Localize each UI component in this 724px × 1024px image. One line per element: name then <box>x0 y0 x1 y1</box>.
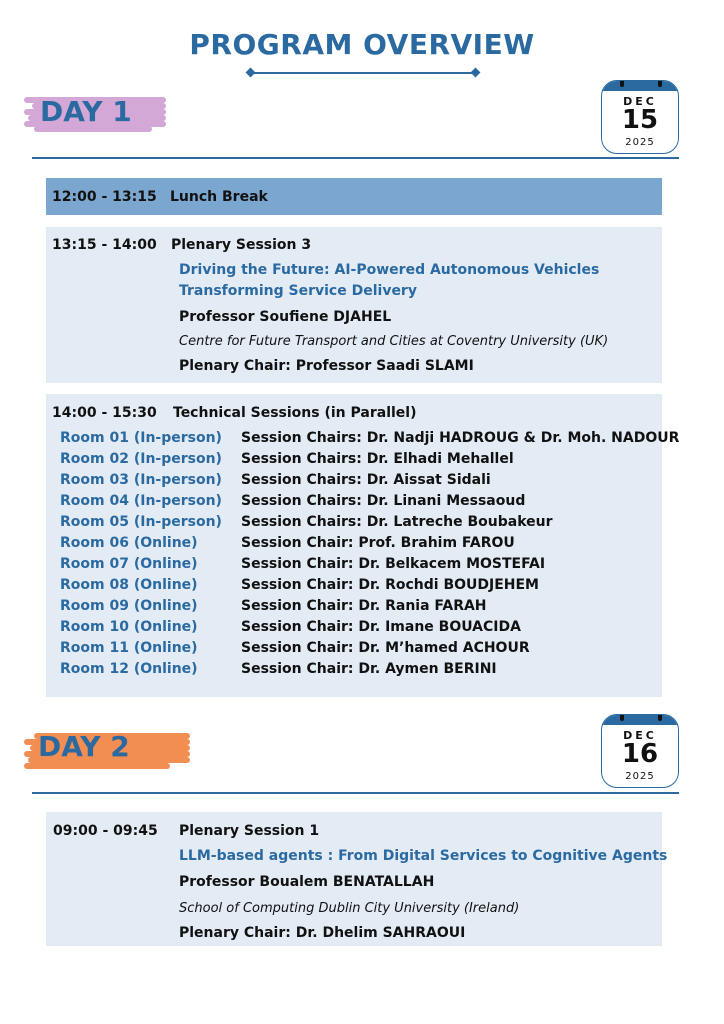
day1-calendar-month: DEC <box>623 95 657 108</box>
technical-name: Technical Sessions (in Parallel) <box>173 405 417 421</box>
technical-time: 14:00 - 15:30 <box>52 405 157 421</box>
lunch-label: Lunch Break <box>170 189 268 205</box>
plenary1-time: 09:00 - 09:45 <box>53 823 158 839</box>
room-session-chair: Session Chairs: Dr. Linani Messaoud <box>241 493 526 509</box>
page-title: PROGRAM OVERVIEW <box>189 28 535 61</box>
room-row <box>60 472 660 493</box>
room-row <box>60 430 680 451</box>
day1-calendar-icon <box>601 80 679 154</box>
title-divider <box>250 72 476 74</box>
plenary-session-3-block <box>46 227 662 383</box>
room-row <box>60 661 660 682</box>
plenary1-chair: Plenary Chair: Dr. Dhelim SAHRAOUI <box>179 925 466 941</box>
technical-sessions-block <box>46 394 680 697</box>
room-row <box>60 493 660 514</box>
lunch-time: 12:00 - 13:15 <box>52 189 157 205</box>
day2-divider <box>32 792 679 794</box>
room-session-chair: Session Chair: Dr. Aymen BERINI <box>241 661 497 677</box>
day2-calendar-year: 2025 <box>625 771 655 782</box>
room-session-chair: Session Chairs: Dr. Elhadi Mehallel <box>241 451 514 467</box>
room-session-chair: Session Chairs: Dr. Nadji HADROUG & Dr. Moh. NADOUR <box>241 430 680 446</box>
room-row <box>60 598 660 619</box>
plenary3-time: 13:15 - 14:00 <box>52 237 157 253</box>
room-name: Room 10 (Online) <box>60 619 198 635</box>
plenary1-talk: LLM-based agents : From Digital Services to Cognitive Agents <box>179 848 668 864</box>
room-row <box>60 514 660 535</box>
room-row <box>60 556 660 577</box>
lunch-block <box>46 178 662 215</box>
room-session-chair: Session Chairs: Dr. Latreche Boubakeur <box>241 514 553 530</box>
room-row <box>60 535 660 556</box>
day1-calendar-year: 2025 <box>625 137 655 148</box>
room-name: Room 06 (Online) <box>60 535 198 551</box>
plenary-session-1-block <box>46 812 668 946</box>
day2-calendar-month: DEC <box>623 729 657 742</box>
plenary3-speaker: Professor Soufiene DJAHEL <box>179 309 392 325</box>
room-session-chair: Session Chair: Dr. Belkacem MOSTEFAI <box>241 556 546 572</box>
room-session-chair: Session Chair: Dr. M’hamed ACHOUR <box>241 640 530 656</box>
day1-calendar-day: 15 <box>621 105 659 135</box>
plenary1-name: Plenary Session 1 <box>179 823 320 839</box>
room-row <box>60 577 660 598</box>
room-name: Room 08 (Online) <box>60 577 198 593</box>
room-name: Room 03 (In-person) <box>60 472 222 488</box>
room-session-chair: Session Chair: Prof. Brahim FAROU <box>241 535 515 551</box>
room-row <box>60 640 660 661</box>
room-name: Room 05 (In-person) <box>60 514 222 530</box>
day1-divider <box>32 157 679 159</box>
plenary1-speaker: Professor Boualem BENATALLAH <box>179 874 435 890</box>
plenary3-affiliation: Centre for Future Transport and Cities at Coventry University (UK) <box>179 334 609 349</box>
room-row <box>60 619 660 640</box>
plenary1-affiliation: School of Computing Dublin City University (Ireland) <box>179 901 520 916</box>
plenary3-name: Plenary Session 3 <box>171 237 312 253</box>
room-row <box>60 451 660 472</box>
day2-calendar-day: 16 <box>621 739 659 769</box>
room-session-chair: Session Chair: Dr. Rania FARAH <box>241 598 487 614</box>
plenary3-chair: Plenary Chair: Professor Saadi SLAMI <box>179 358 474 374</box>
plenary3-talk-line2: Transforming Service Delivery <box>179 283 417 299</box>
room-name: Room 04 (In-person) <box>60 493 222 509</box>
plenary3-talk-line1: Driving the Future: AI-Powered Autonomous Vehicles <box>179 262 600 278</box>
room-name: Room 09 (Online) <box>60 598 198 614</box>
day1-label: DAY 1 <box>40 95 132 128</box>
day2-calendar-icon <box>601 714 679 788</box>
room-name: Room 01 (In-person) <box>60 430 222 446</box>
room-session-chair: Session Chair: Dr. Imane BOUACIDA <box>241 619 521 635</box>
room-name: Room 11 (Online) <box>60 640 198 656</box>
room-name: Room 12 (Online) <box>60 661 198 677</box>
room-session-chair: Session Chair: Dr. Rochdi BOUDJEHEM <box>241 577 539 593</box>
room-list <box>60 430 680 682</box>
room-name: Room 02 (In-person) <box>60 451 222 467</box>
room-session-chair: Session Chairs: Dr. Aissat Sidali <box>241 472 491 488</box>
day2-label: DAY 2 <box>38 730 130 763</box>
room-name: Room 07 (Online) <box>60 556 198 572</box>
